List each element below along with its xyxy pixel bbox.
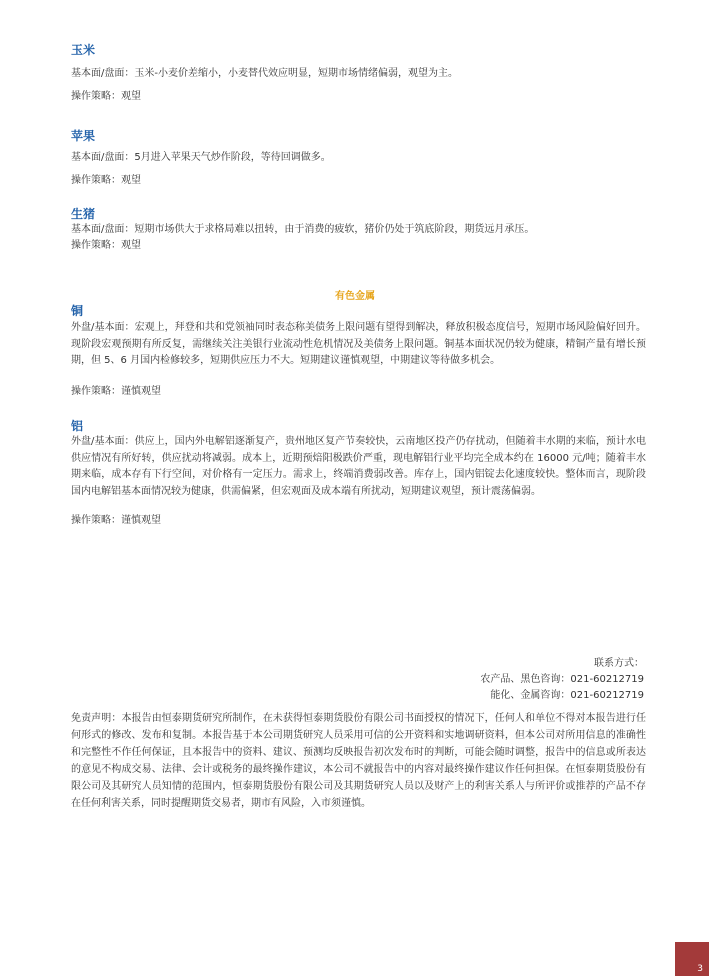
- contact-label: 联系方式：: [594, 658, 644, 669]
- contact-agri: 农产品、黑色咨询：021-60212719: [480, 674, 644, 685]
- page-number: 3: [697, 964, 703, 974]
- copper-fundamental: 外盘/基本面：宏观上，拜登和共和党领袖同时表态称美债务上限问题有望得到解决，释放积极态度信号，短期市场风险偏好回升。现阶段宏观预期有所反复，需继续关注美银行业流动性危机情况及美债务上限问题。铜基本面状况仍较为健康，精铜产量有增长预期，但 5、6 月国内检修较多，短期供应压力不大。短期建议谨慎观望，中期建议等待做多机会。: [71, 322, 646, 367]
- corn-title: 玉米: [71, 43, 96, 57]
- aluminum-fundamental: 外盘/基本面：供应上，国内外电解铝逐渐复产，贵州地区复产节奏较快，云南地区投产仍存扰动，但随着丰水期的来临，预计水电供应情况有所好转，供应扰动将减弱。成本上，近期预焙阳极跌价严重，现电解铝行业平均完全成本约在 16000 元/吨；随着丰水期来临，成本存有下行空间，对价格有一定压力。需求上，终端消费弱改善。库存上，国内铝锭去化速度较快。整体而言，现阶段国内电解铝基本面情况较为健康，供需偏紧，但宏观面及成本端有所扰动，短期建议观望，预计震荡偏弱。: [71, 436, 646, 497]
- hog-strategy: 操作策略：观望: [71, 240, 141, 251]
- page-number-badge: [675, 942, 709, 976]
- corn-fundamental: 基本面/盘面：玉米-小麦价差缩小，小麦替代效应明显，短期市场情绪偏弱，观望为主。: [71, 68, 458, 79]
- contact-energy: 能化、金属咨询：021-60212719: [490, 690, 644, 701]
- hog-fundamental: 基本面/盘面：短期市场供大于求格局难以扭转，由于消费的疲软，猪价仍处于筑底阶段，期货远月承压。: [71, 224, 535, 235]
- hog-title: 生猪: [71, 207, 96, 221]
- corn-strategy: 操作策略：观望: [71, 91, 141, 102]
- nonferrous-section-title: 有色金属: [335, 291, 375, 302]
- copper-strategy: 操作策略：谨慎观望: [71, 386, 161, 397]
- apple-title: 苹果: [71, 129, 96, 143]
- aluminum-strategy: 操作策略：谨慎观望: [71, 515, 161, 526]
- apple-fundamental: 基本面/盘面：5月进入苹果天气炒作阶段，等待回调做多。: [71, 152, 331, 163]
- aluminum-title: 铝: [71, 419, 84, 433]
- copper-title: 铜: [71, 304, 84, 318]
- apple-strategy: 操作策略：观望: [71, 175, 141, 186]
- disclaimer: 免责声明：本报告由恒泰期货研究所制作，在未获得恒泰期货股份有限公司书面授权的情况下，任何人和单位不得对本报告进行任何形式的修改、发布和复制。本报告基于本公司期货研究人员采用可信的公开资料和实地调研资料，但本公司对所用信息的准确性和完整性不作任何保证，且本报告中的资料、建议、预测均反映报告初次发布时的判断，可能会随时调整，报告中的信息或所表达的意见不构成交易、法律、会计或税务的最终操作建议，本公司不就报告中的内容对最终操作建议作任何担保。在恒泰期货股份有限公司及其研究人员知情的范围内，恒泰期货股份有限公司及其期货研究人员以及财产上的利害关系人与所评价或推荐的产品不存在任何利害关系，同时提醒期货交易者，期市有风险，入市须谨慎。: [71, 713, 646, 809]
